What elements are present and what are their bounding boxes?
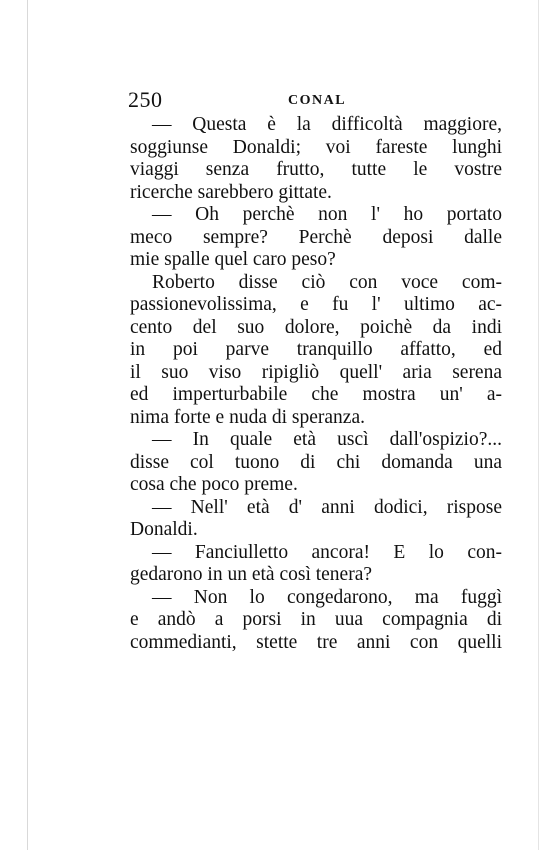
text-line: Donaldi.: [130, 519, 198, 540]
text-line: ricerche sarebbero gittate.: [130, 181, 332, 203]
text-line: passionevolissima, e fu l' ultimo ac-: [130, 294, 502, 315]
text-line: mie spalle quel caro peso?: [130, 249, 336, 270]
text-line: e andò a porsi in uua compagnia di: [130, 609, 502, 630]
text-line: il suo viso ripigliò quell' aria serena: [130, 361, 502, 383]
text-line: commedianti, stette tre anni con quelli: [130, 631, 502, 653]
text-line: Roberto disse ciò con voce com-: [152, 271, 502, 293]
text-line: cosa che poco preme.: [130, 474, 298, 495]
text-line: — Non lo congedarono, ma fuggì: [152, 586, 502, 608]
text-line: in poi parve tranquillo affatto, ed: [130, 339, 502, 360]
text-line: cento del suo dolore, poichè da indi: [130, 316, 502, 338]
text-line: nima forte e nuda di speranza.: [130, 406, 365, 428]
text-line: viaggi senza frutto, tutte le vostre: [130, 159, 502, 180]
text-line: — In quale età uscì dall'ospizio?...: [152, 429, 502, 450]
text-line: — Questa è la difficoltà maggiore,: [152, 114, 502, 135]
body-text: [130, 114, 502, 654]
text-line: — Nell' età d' anni dodici, rispose: [152, 496, 502, 518]
text-line: gedarono in un età così tenera?: [130, 564, 373, 585]
page-number: 250: [128, 87, 163, 112]
running-title: CONAL: [288, 93, 347, 108]
text-line: ed imperturbabile che mostra un' a-: [130, 384, 502, 405]
scan-edge-left: [27, 0, 28, 850]
text-line: disse col tuono di chi domanda una: [130, 451, 502, 473]
text-line: — Oh perchè non l' ho portato: [152, 204, 502, 225]
text-line: soggiunse Donaldi; voi fareste lunghi: [130, 136, 502, 158]
text-line: meco sempre? Perchè deposi dalle: [130, 226, 502, 248]
text-line: — Fanciulletto ancora! E lo con-: [152, 541, 502, 563]
page-header: [128, 88, 500, 112]
scan-edge-right: [538, 0, 539, 850]
